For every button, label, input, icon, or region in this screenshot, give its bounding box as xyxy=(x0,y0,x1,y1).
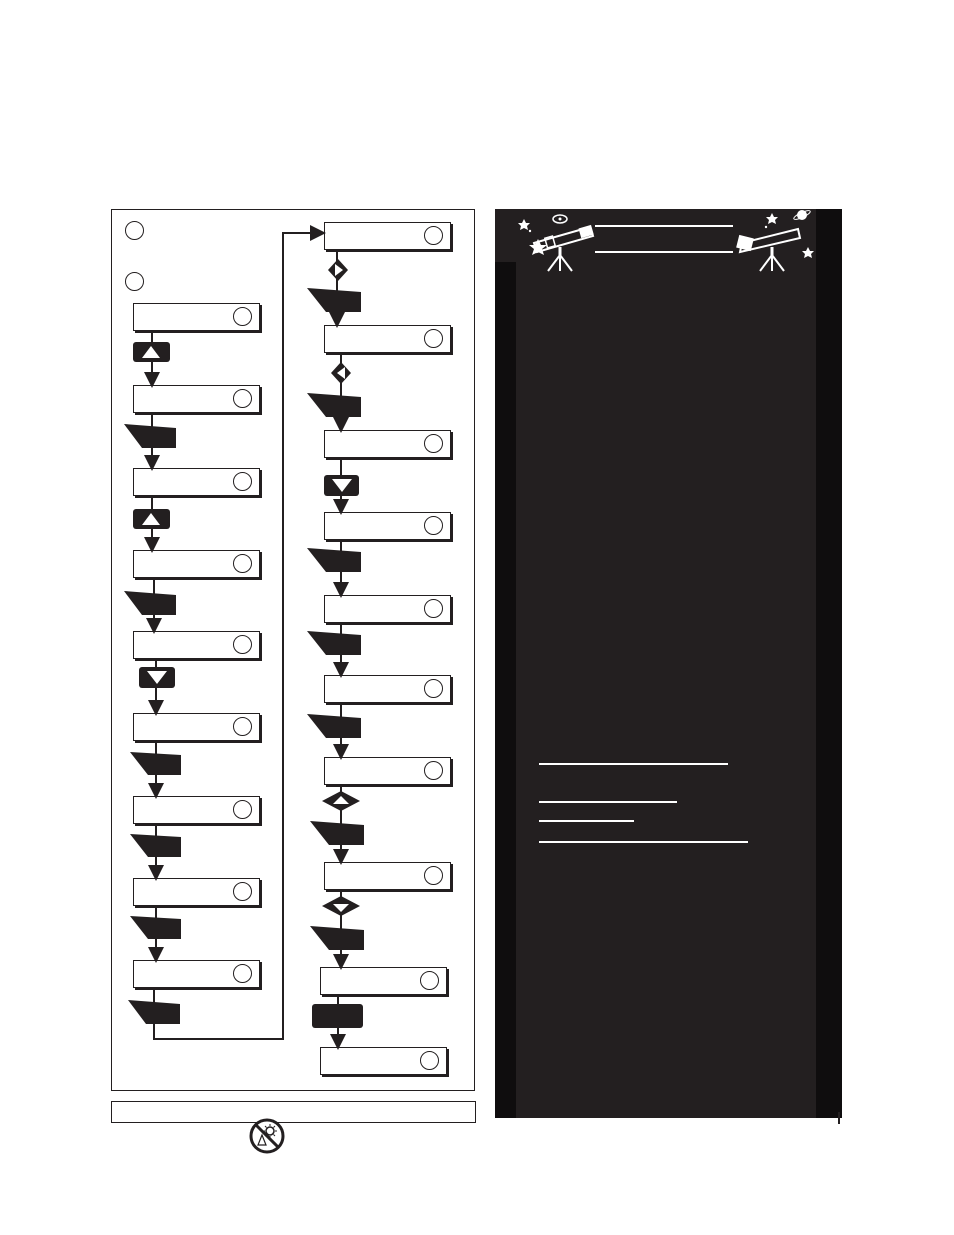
underline-rule xyxy=(539,820,634,822)
enter-key xyxy=(307,393,361,417)
header-illustration xyxy=(516,209,816,273)
enter-key xyxy=(130,916,181,939)
panel-edge xyxy=(495,262,516,1118)
page-edge-mark xyxy=(838,1112,840,1124)
underline-rule xyxy=(539,841,748,843)
telescope-icon xyxy=(737,229,800,271)
panel-edge xyxy=(816,209,842,1118)
planet-icon xyxy=(793,209,811,221)
down-arrow-key xyxy=(139,667,175,688)
no-sun-viewing-icon xyxy=(248,1117,286,1155)
up-arrow-key xyxy=(133,342,170,362)
enter-key xyxy=(307,714,361,738)
galaxy-icon xyxy=(553,215,567,223)
up-arrow-key xyxy=(133,509,170,529)
enter-key xyxy=(310,821,364,845)
underline-rule xyxy=(539,801,677,803)
right-arrow-key xyxy=(328,259,348,281)
enter-key xyxy=(124,424,176,448)
enter-key xyxy=(310,926,364,950)
down-scroll-key xyxy=(322,896,360,916)
down-arrow-key xyxy=(324,475,359,496)
enter-key xyxy=(307,288,361,312)
enter-key xyxy=(307,631,361,655)
enter-key xyxy=(307,548,361,572)
underline-rule xyxy=(539,763,728,765)
mode-key xyxy=(312,1004,363,1028)
tips-panel-body xyxy=(516,262,816,1118)
column-connector xyxy=(154,233,318,1039)
enter-key xyxy=(128,1000,180,1024)
footer-note-box xyxy=(111,1101,476,1123)
up-scroll-key xyxy=(322,791,360,811)
enter-key xyxy=(130,834,181,857)
enter-key xyxy=(124,591,176,615)
enter-key xyxy=(130,752,181,775)
left-arrow-key xyxy=(331,362,351,384)
